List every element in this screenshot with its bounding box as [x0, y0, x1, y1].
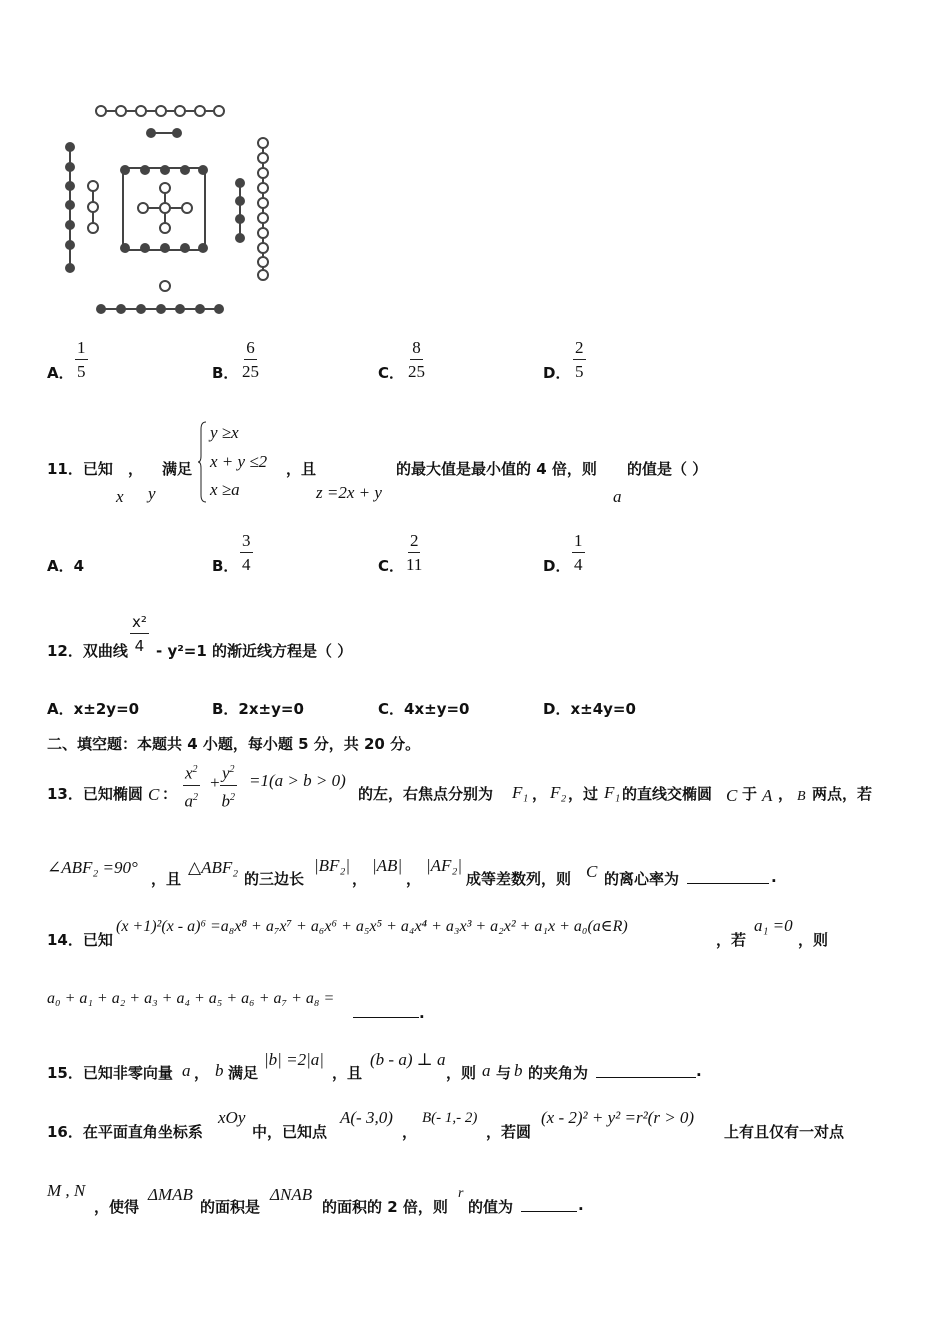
q15-cond-1: |b| =2|a|: [264, 1050, 324, 1069]
q11-var-y: y: [148, 484, 156, 503]
q14-text-1: ，若: [716, 931, 747, 949]
q13-ellipse-c-c: C: [586, 862, 598, 881]
q16-end: .: [578, 1196, 584, 1214]
q12-option-a: A．x±2y=0: [47, 700, 140, 718]
q13-f1: F₁: [512, 783, 529, 802]
q16-text-5: 的面积是: [200, 1198, 261, 1216]
q13-text-3: 的直线交椭圆: [622, 785, 713, 803]
q10-option-d-fraction: $\frac{2}{5}$: [575, 338, 584, 381]
q13-f2: F₂: [550, 783, 567, 802]
q11-option-d-label: D．: [543, 557, 571, 575]
q11-option-b-label: B．: [212, 557, 239, 575]
q13-eq-rest: =1(a > b > 0): [249, 771, 346, 790]
q13-f1-b: F₁: [604, 783, 621, 802]
q11-var-a: a: [613, 487, 622, 506]
q12-option-b: B．2x±y=0: [212, 700, 304, 718]
q16-nab: ΔNAB: [270, 1185, 313, 1204]
q11-cond-2: x + y ≤2: [210, 452, 268, 471]
q14-equation: (x +1)²(x - a)⁶ =a₈x⁸ + a₇x⁷ + a₆x⁶ + a₅x⁵ + a₄x⁴ + a₃x³ + a₂x² + a₁x + a₀(a∈R): [116, 918, 628, 935]
q11-satisfy: 满足: [162, 460, 193, 478]
q10-option-c-label: C．: [378, 364, 405, 382]
q16-text-3: 上有且仅有一对点: [724, 1123, 845, 1141]
q13-sep-4: ，: [406, 870, 422, 888]
q14-answer-blank[interactable]: [353, 1000, 419, 1018]
q11-var-x: x: [116, 487, 124, 506]
q16-mab: ΔMAB: [148, 1185, 193, 1204]
q15-vec-a: a: [182, 1061, 191, 1080]
q13-prefix: 13．已知椭圆: [47, 785, 143, 803]
q13-bf2: |BF₂|: [314, 856, 351, 875]
q16-prefix: 16．在平面直角坐标系: [47, 1123, 203, 1141]
q15-answer-blank[interactable]: [596, 1060, 696, 1078]
q11-option-c-fraction: $\frac{2}{11}$: [406, 531, 423, 574]
q13-sep-2: ，: [778, 785, 794, 803]
q11-cond-1: y ≥x: [210, 423, 239, 442]
q13-text-6: ，且: [151, 870, 182, 888]
q11-option-b-fraction: $\frac{3}{4}$: [242, 531, 251, 574]
q16-text-6: 的面积的 2 倍，则: [322, 1198, 448, 1216]
q12-text: - y²=1 的渐近线方程是（ ）: [156, 642, 353, 660]
q13-point-a: A: [762, 786, 773, 805]
q14-end: .: [419, 1004, 425, 1022]
q11-brace: [198, 421, 208, 503]
q13-ab: |AB|: [372, 856, 403, 875]
q16-xoy: xOy: [218, 1108, 246, 1127]
q12-fraction: $\frac{\text{x²}}{4}$: [132, 613, 147, 655]
q15-prefix: 15．已知非零向量: [47, 1064, 173, 1082]
section-2-heading: 二、填空题：本题共 4 小题，每小题 5 分，共 20 分。: [47, 735, 421, 753]
q12-prefix: 12．双曲线: [47, 642, 128, 660]
q13-text-8: 成等差数列，则: [466, 870, 572, 888]
q11-cond-3: x ≥a: [210, 480, 240, 499]
q13-text-5: 两点，若: [812, 785, 873, 803]
q10-option-c-fraction: $\frac{8}{25}$: [408, 338, 425, 381]
q16-circle: (x - 2)² + y² =r²(r > 0): [541, 1108, 695, 1127]
q11-comma: ，: [128, 460, 144, 478]
q16-point-b: B(- 1,- 2): [422, 1110, 478, 1126]
q13-frac-y: $\frac{y^2}{b^2}$: [220, 760, 237, 811]
q13-answer-blank[interactable]: [687, 866, 769, 884]
q10-option-a-label: A．: [47, 364, 74, 382]
q15-text-1: 满足: [228, 1064, 259, 1082]
q13-end: .: [771, 868, 777, 886]
q16-answer-blank[interactable]: [521, 1194, 577, 1212]
q13-plus: +: [209, 773, 221, 792]
q15-sep: ，: [194, 1064, 210, 1082]
q10-option-b-fraction: $\frac{6}{25}$: [242, 338, 259, 381]
q15-text-3: ，则: [446, 1064, 477, 1082]
q15-end: .: [696, 1062, 702, 1080]
q16-mn: M , N: [47, 1181, 86, 1200]
q13-point-b: B: [797, 789, 806, 804]
q12-option-d: D．x±4y=0: [543, 700, 636, 718]
q13-ellipse-c: C: [148, 785, 160, 804]
q15-vec-a-b: a: [482, 1061, 491, 1080]
q13-text-2: ，过: [568, 785, 599, 803]
q16-sep: ，: [402, 1123, 418, 1141]
q11-text-3: 的值是（ ）: [627, 460, 708, 478]
q11-option-c-label: C．: [378, 557, 405, 575]
q14-condition: a₁ =0: [754, 916, 793, 935]
q11-text-2: 的最大值是最小值的 4 倍，则: [396, 460, 597, 478]
q13-text-7: 的三边长: [244, 870, 305, 888]
q11-prefix: 11．已知: [47, 460, 113, 478]
q13-text-4: 于: [742, 785, 758, 803]
q16-text-4: ，使得: [94, 1198, 140, 1216]
q14-prefix: 14．已知: [47, 931, 113, 949]
q13-triangle: △ABF₂: [188, 858, 239, 877]
q15-cond-2: (b - a) ⊥ a: [370, 1050, 446, 1069]
q15-text-4: 与: [496, 1064, 512, 1082]
q11-option-a-label: A．4: [47, 557, 85, 575]
magic-square-dot-figure: [55, 95, 285, 325]
q13-sep-3: ，: [352, 870, 368, 888]
q13-colon: ：: [162, 785, 178, 803]
q10-option-d-label: D．: [543, 364, 571, 382]
q10-option-a-fraction: $\frac{1}{5}$: [77, 338, 86, 381]
q13-ellipse-c-b: C: [726, 786, 738, 805]
q12-option-c: C．4x±y=0: [378, 700, 470, 718]
q13-sep: ，: [532, 785, 548, 803]
q10-option-b-label: B．: [212, 364, 239, 382]
q15-text-5: 的夹角为: [528, 1064, 589, 1082]
q13-angle: ∠ABF₂ =90°: [47, 858, 138, 877]
q16-text-7: 的值为: [468, 1198, 514, 1216]
q14-text-2: ，则: [798, 931, 829, 949]
q11-option-d-fraction: $\frac{1}{4}$: [574, 531, 583, 574]
q16-text-2: ，若圆: [486, 1123, 532, 1141]
q11-objective: z =2x + y: [316, 483, 382, 502]
q13-frac-x: $\frac{x^2}{a^2}$: [183, 760, 200, 811]
q16-r: r: [458, 1186, 464, 1201]
q13-text-1: 的左，右焦点分别为: [358, 785, 494, 803]
q13-text-9: 的离心率为: [604, 870, 680, 888]
q15-vec-b-b: b: [514, 1061, 523, 1080]
q16-text-1: 中，已知点: [252, 1123, 328, 1141]
q14-sum: a₀ + a₁ + a₂ + a₃ + a₄ + a₅ + a₆ + a₇ + a₈ =: [47, 990, 335, 1007]
q15-vec-b: b: [215, 1061, 224, 1080]
q16-point-a: A(- 3,0): [340, 1108, 393, 1127]
q11-and: ，且: [286, 460, 317, 478]
q15-text-2: ，且: [332, 1064, 363, 1082]
q13-af2: |AF₂|: [426, 856, 463, 875]
